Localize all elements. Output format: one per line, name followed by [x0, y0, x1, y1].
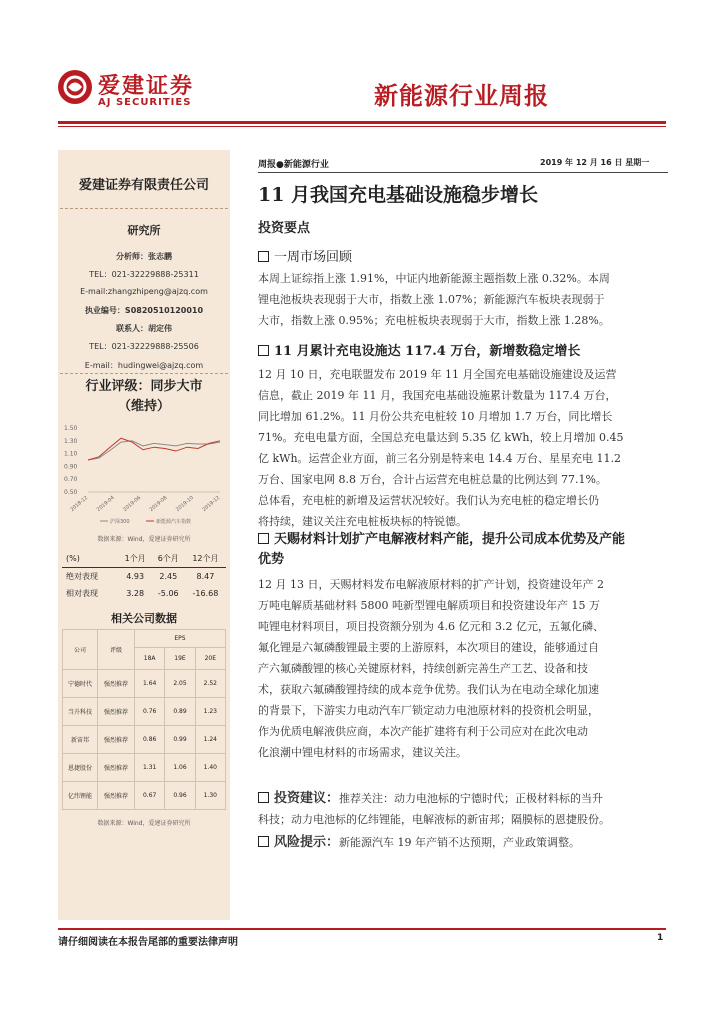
text-line: 作为优质电解液供应商，本次产能扩建将有利于公司应对在此次电动 — [258, 725, 588, 738]
risk-label: 风险提示： — [274, 835, 340, 850]
series-line — [88, 438, 220, 460]
table-row — [63, 670, 226, 698]
table-cell: 强烈推荐 — [98, 670, 135, 698]
text-line: 万台、国家电网 8.8 万台，合计占运营充电桩总量的比例达到 77.1%。 — [258, 473, 607, 486]
table-cell: 1.23 — [195, 698, 225, 726]
table-source: 数据来源：Wind，爱建证券研究所 — [97, 820, 191, 827]
y-tick-label: 0.70 — [64, 476, 78, 484]
table-cell: 1.06 — [165, 754, 195, 782]
footer-divider — [58, 928, 666, 930]
table-cell: 1.30 — [195, 782, 225, 810]
table-cell: 强烈推荐 — [98, 726, 135, 754]
sidebar-divider — [60, 208, 228, 209]
logo-swirl-icon — [58, 70, 92, 104]
table-cell: 1.64 — [135, 670, 165, 698]
table-header-cell: 12个月 — [185, 550, 226, 568]
company-eps-table — [62, 629, 226, 810]
table-header-cell: 公司 — [63, 630, 98, 670]
x-tick-label: 2018-12 — [69, 494, 90, 513]
x-tick-label: 2019-12 — [201, 494, 222, 513]
x-tick-label: 2019-06 — [122, 494, 143, 513]
text-line: 锂电池板块表现弱于大市，指数上涨 1.07%；新能源汽车板块表现弱于 — [258, 293, 605, 306]
text-line: 的背景下，下游实力电动汽车厂锁定动力电池原材料的投资机会明显， — [258, 704, 599, 717]
report-category: 周报●新能源行业 — [258, 160, 329, 170]
table-cell: 1.31 — [135, 754, 165, 782]
table-row — [63, 754, 226, 782]
contact-email: E-mail：hudingwei@ajzq.com — [84, 361, 204, 370]
table-cell: 相对表现 — [66, 589, 98, 598]
x-tick-label: 2019-10 — [175, 494, 195, 513]
table-header-cell: 19E — [165, 648, 195, 670]
header-divider — [58, 121, 666, 124]
text-line: 万吨电解质基础材料 5800 吨新型锂电解质项目和投资建设年产 15 万 — [258, 599, 600, 612]
risk-text: 新能源汽车 19 年产销不达预期，产业政策调整。 — [339, 836, 581, 849]
text-line: 术，获取六氟磷酸锂持续的成本竞争优势。我们认为在电动全球化加速 — [258, 683, 599, 696]
text-line: 产六氟磷酸锂的核心关键原材料，持续创新完善生产工艺、设备和技 — [258, 662, 588, 675]
paragraph-tinci — [258, 574, 668, 763]
table-cell: 0.86 — [135, 726, 165, 754]
heading-text: 11 月累计充电设施达 117.4 万台，新增数稳定增长 — [274, 344, 581, 359]
table-cell: -5.06 — [157, 589, 179, 598]
chart-source: 数据来源：Wind，爱建证券研究所 — [97, 536, 191, 543]
y-tick-label: 1.10 — [64, 450, 78, 458]
heading-text: 优势 — [258, 552, 285, 567]
table-cell: 2.05 — [165, 670, 195, 698]
x-tick-label: 2019-04 — [95, 494, 116, 513]
legend-label: 沪深300 — [110, 519, 130, 525]
text-line: 将持续，建议关注充电桩板块标的特锐德。 — [258, 515, 467, 528]
text-line: 大市，指数上涨 0.95%；充电桩板块表现弱于大市，指数上涨 1.28%。 — [258, 314, 610, 327]
text-line: 总体看，充电桩的新增及运营状况较好。我们认为充电桩的稳定增长仍 — [258, 494, 599, 507]
analyst-tel: TEL：021-32229888-25311 — [89, 270, 199, 279]
table-cell: 亿纬锂能 — [63, 782, 98, 810]
index-line-chart — [62, 420, 226, 530]
page-title: 11 月我国充电基础设施稳步增长 — [258, 184, 539, 206]
section-heading — [258, 246, 352, 265]
legend-label: 新能源汽车指数 — [156, 519, 192, 525]
header-divider-thin — [58, 126, 666, 127]
text-line: 本周上证综指上涨 1.91%，中证内地新能源主题指数上涨 0.32%。本周 — [258, 272, 610, 285]
table-header-cell: EPS — [135, 630, 226, 648]
investment-advice — [258, 788, 668, 830]
risk-warning — [258, 832, 668, 853]
table-cell: 3.28 — [126, 589, 145, 598]
table-cell: 新宙邦 — [63, 726, 98, 754]
y-tick-label: 1.30 — [64, 437, 78, 445]
contact-name: 联系人：胡定伟 — [116, 324, 172, 333]
table-cell: 绝对表现 — [66, 572, 98, 581]
table-row — [62, 585, 226, 602]
table-cell: 4.93 — [126, 572, 145, 581]
table-cell: 强烈推荐 — [98, 782, 135, 810]
table-header-cell: 6个月 — [152, 550, 185, 568]
table-header-row — [63, 630, 226, 648]
page-number: 1 — [657, 933, 664, 943]
checkbox-bullet-icon — [258, 251, 269, 262]
paragraph-charging — [258, 364, 668, 532]
checkbox-bullet-icon — [258, 345, 269, 356]
table-header-cell: 20E — [195, 648, 225, 670]
text-line: 氟化锂是六氟磷酸锂最主要的上游原料，本次项目的建设，能够通过自 — [258, 641, 599, 654]
checkbox-bullet-icon — [258, 836, 269, 847]
section-heading — [258, 530, 670, 570]
table-cell: 0.99 — [165, 726, 195, 754]
heading-text: 一周市场回顾 — [274, 250, 353, 265]
table-header-cell: (%) — [62, 550, 119, 568]
table-cell: 0.67 — [135, 782, 165, 810]
analyst-email: E-mail:zhangzhipeng@ajzq.com — [80, 287, 208, 296]
industry-rating — [58, 377, 230, 417]
legal-notice: 请仔细阅读在本报告尾部的重要法律声明 — [58, 937, 238, 948]
text-line: 吨锂电材料项目，项目投资额分别为 4.6 亿元和 3.2 亿元，五氟化磷、 — [258, 620, 604, 633]
related-companies-title: 相关公司数据 — [111, 612, 177, 625]
sidebar-divider — [60, 373, 228, 374]
table-header-cell: 18A — [135, 648, 165, 670]
analyst-name: 分析师：张志鹏 — [116, 252, 172, 261]
y-tick-label: 1.50 — [64, 425, 78, 432]
table-cell: 0.89 — [165, 698, 195, 726]
table-cell: 8.47 — [196, 572, 215, 581]
section-heading — [258, 340, 580, 359]
text-line: 12 月 13 日，天赐材料发布电解液原材料的扩产计划，投资建设年产 2 — [258, 578, 604, 591]
table-cell: 2.52 — [195, 670, 225, 698]
x-tick-label: 2019-08 — [148, 494, 169, 513]
advice-text: 推荐关注：动力电池标的宁德时代；正极材料标的当升 — [339, 792, 604, 805]
table-cell: 当升科技 — [63, 698, 98, 726]
y-tick-label: 0.90 — [64, 463, 78, 471]
text-line: 71%。充电电量方面，全国总充电量达到 5.35 亿 kWh，较上月增加 0.45 — [258, 431, 624, 444]
rating-status: （维持） — [117, 399, 170, 414]
text-line: 化浪潮中锂电材料的市场需求，建议关注。 — [258, 746, 467, 759]
logo-text-cn: 爱建证券 — [98, 73, 195, 99]
table-header-cell: 评级 — [98, 630, 135, 670]
performance-table — [62, 550, 226, 602]
section-title: 投资要点 — [258, 221, 311, 236]
text-line: 同比增加 61.2%。11 月份公共充电桩较 10 月增加 1.7 万台，同比增长 — [258, 410, 613, 423]
table-header-row — [62, 550, 226, 568]
meta-divider — [258, 172, 668, 173]
advice-label: 投资建议： — [274, 791, 340, 806]
report-date: 2019 年 12 月 16 日 星期一 — [540, 158, 650, 167]
table-row — [63, 782, 226, 810]
logo-text-en: AJ SECURITIES — [98, 97, 192, 108]
table-cell: -16.68 — [192, 589, 219, 598]
heading-line — [258, 530, 670, 550]
table-header-cell: 1个月 — [119, 550, 152, 568]
table-row — [63, 698, 226, 726]
table-cell: 强烈推荐 — [98, 698, 135, 726]
series-line — [88, 441, 220, 460]
table-cell: 0.96 — [165, 782, 195, 810]
text-line: 12 月 10 日，充电联盟发布 2019 年 11 月全国充电基础设施建设及运营 — [258, 368, 617, 381]
report-type-title: 新能源行业周报 — [374, 81, 549, 110]
table-cell: 2.45 — [159, 572, 178, 581]
company-name: 爱建证券有限责任公司 — [78, 178, 209, 193]
table-cell: 0.76 — [135, 698, 165, 726]
checkbox-bullet-icon — [258, 792, 269, 803]
text-line — [258, 788, 668, 809]
table-cell: 恩捷股份 — [63, 754, 98, 782]
contact-tel: TEL：021-32229888-25506 — [89, 342, 199, 351]
table-cell: 强烈推荐 — [98, 754, 135, 782]
heading-text: 天赐材料计划扩产电解液材料产能，提升公司成本优势及产能 — [274, 532, 626, 547]
rating-line: 行业评级：同步大市 — [85, 379, 203, 394]
table-cell: 1.40 — [195, 754, 225, 782]
logo-mark — [58, 70, 92, 104]
table-row — [63, 726, 226, 754]
checkbox-bullet-icon — [258, 533, 269, 544]
cert-number: 执业编号：S0820510120010 — [84, 306, 204, 315]
text-line: 亿 kWh。运营企业方面，前三名分别是特来电 14.4 万台、星星充电 11.2 — [258, 452, 622, 465]
paragraph-market-review — [258, 268, 668, 331]
table-row — [62, 568, 226, 586]
y-tick-label: 0.50 — [64, 489, 78, 496]
text-line: 科技；动力电池标的亿纬锂能，电解液标的新宙邦；隔膜标的恩捷股份。 — [258, 813, 610, 826]
table-cell: 宁德时代 — [63, 670, 98, 698]
text-line: 信息，截止 2019 年 11 月，我国充电基础设施累计数量为 117.4 万台， — [258, 389, 617, 402]
institute-label: 研究所 — [127, 224, 161, 237]
table-cell: 1.24 — [195, 726, 225, 754]
